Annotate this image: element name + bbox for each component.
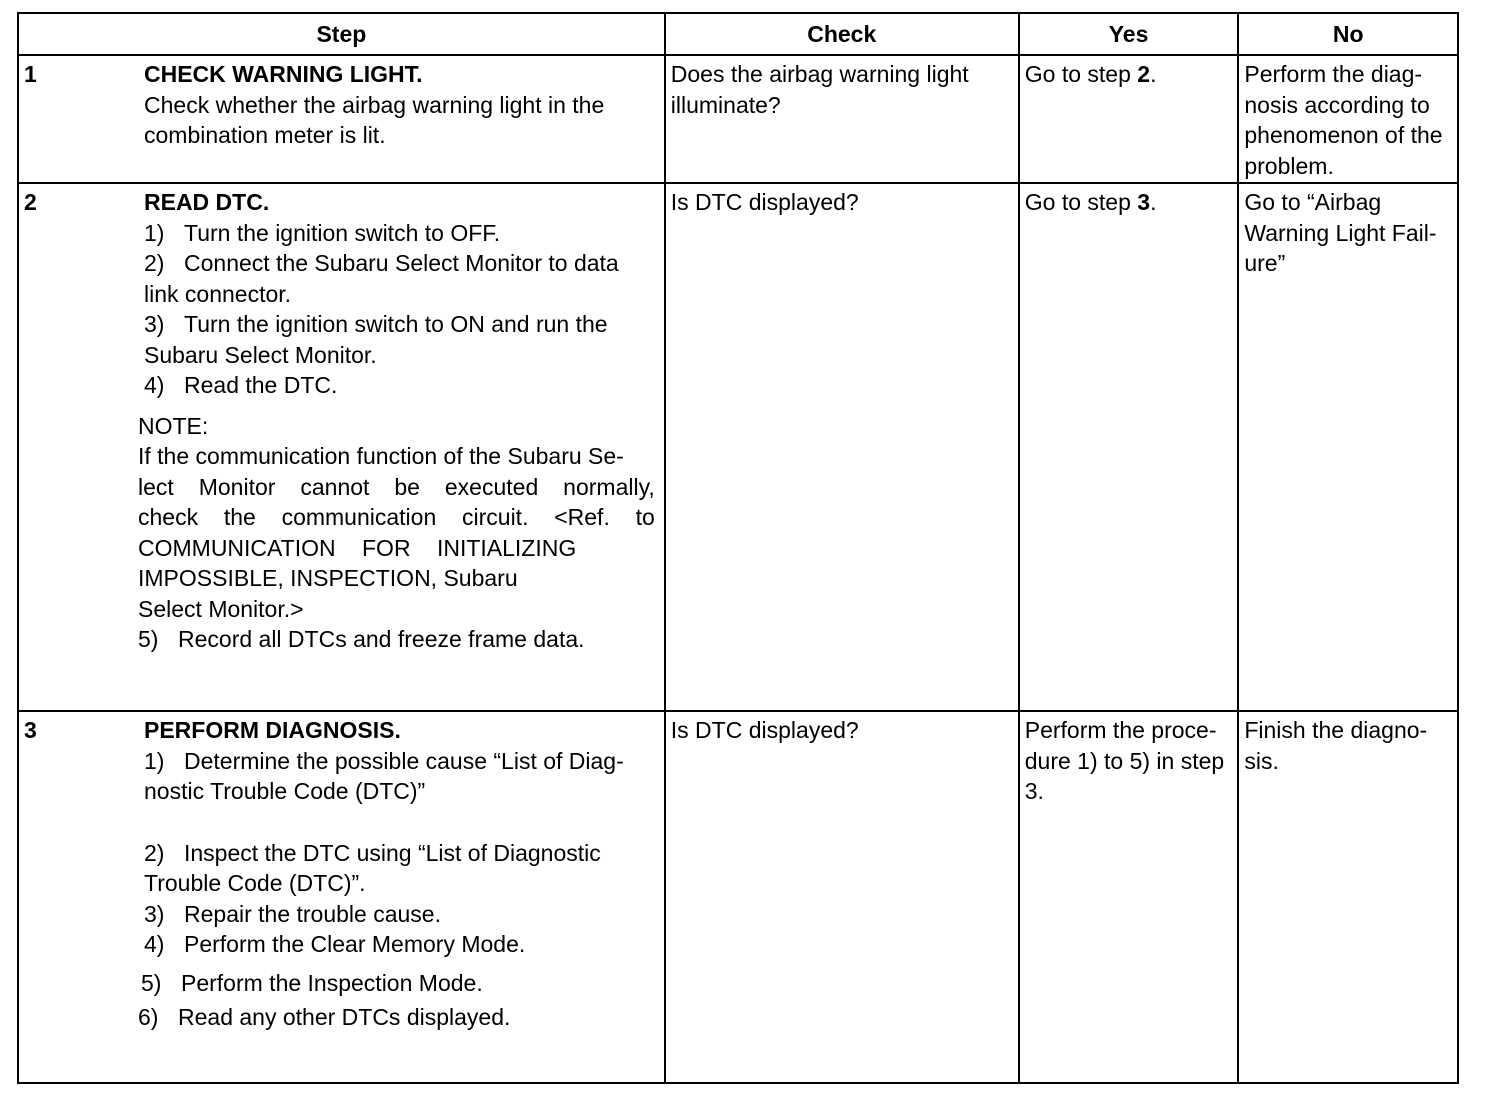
item-number: 6) xyxy=(138,1004,159,1030)
step-reference: 2 xyxy=(1137,61,1151,87)
item-number: 2) xyxy=(144,250,165,276)
note-label: NOTE: xyxy=(138,412,209,439)
table-header-row xyxy=(18,13,1458,55)
item-text: Connect the Subaru Select Monitor to data link connector. xyxy=(144,250,619,307)
procedure-item xyxy=(144,838,655,899)
header-yes: Yes xyxy=(1019,13,1239,55)
procedure-item xyxy=(144,248,655,309)
header-check: Check xyxy=(665,13,1019,55)
procedure-item xyxy=(144,899,655,930)
procedure-item xyxy=(138,1002,655,1033)
note-line: If the communication function of the Subaru Se- xyxy=(138,443,624,469)
item-number: 5) xyxy=(141,969,162,996)
no-cell: Go to “Airbag Warning Light Fail-ure” xyxy=(1238,183,1458,711)
procedure-item xyxy=(141,968,655,999)
table-row xyxy=(18,183,1458,711)
item-text: Read the DTC. xyxy=(184,372,338,398)
step-number: 2 xyxy=(24,189,37,215)
procedure-item xyxy=(144,370,655,401)
step-cell xyxy=(18,55,665,183)
step-title: PERFORM DIAGNOSIS. xyxy=(144,717,401,743)
item-text: Perform the Inspection Mode. xyxy=(181,969,483,996)
step-number: 3 xyxy=(24,717,37,743)
no-cell: Perform the diag-nosis according to phenomenon of the problem. xyxy=(1238,55,1458,183)
item-number: 3) xyxy=(144,900,165,927)
check-cell: Is DTC displayed? xyxy=(665,711,1019,1083)
item-text: Inspect the DTC using “List of Diagnostic Trouble Code (DTC)”. xyxy=(144,839,601,896)
procedure-item xyxy=(144,746,655,807)
note-line: COMMUNICATION FOR INITIALIZING xyxy=(138,534,577,561)
procedure-item xyxy=(144,929,655,960)
item-text: Turn the ignition switch to ON and run the Subaru Select Monitor. xyxy=(144,311,608,368)
procedure-item xyxy=(144,309,655,370)
yes-text: Go to step xyxy=(1024,61,1138,87)
item-number: 1) xyxy=(144,219,165,246)
note-line: Select Monitor.> xyxy=(138,595,304,622)
diagnostic-table-page xyxy=(17,12,1459,1082)
item-text: Perform the Clear Memory Mode. xyxy=(184,931,526,957)
check-cell: Does the airbag warning light illuminate? xyxy=(665,55,1019,183)
check-cell: Is DTC displayed? xyxy=(665,183,1019,711)
yes-cell xyxy=(1019,55,1239,183)
item-number: 2) xyxy=(144,839,165,866)
table-row xyxy=(18,55,1458,183)
note-block xyxy=(138,411,655,625)
item-number: 4) xyxy=(144,372,165,398)
procedure-item xyxy=(144,218,655,249)
step-reference: 3 xyxy=(1137,189,1151,215)
item-number: 3) xyxy=(144,311,165,337)
yes-suffix: . xyxy=(1150,61,1157,87)
yes-cell: Perform the proce-dure 1) to 5) in step 3. xyxy=(1019,711,1239,1083)
step-cell xyxy=(18,183,665,711)
item-number: 1) xyxy=(144,747,165,774)
step-title: CHECK WARNING LIGHT. xyxy=(144,61,423,87)
header-step: Step xyxy=(18,13,665,55)
item-number: 4) xyxy=(144,931,165,957)
procedure-item xyxy=(138,624,655,655)
diagnostic-table xyxy=(17,12,1459,1084)
item-text: Turn the ignition switch to OFF. xyxy=(184,219,501,246)
item-text: Determine the possible cause “List of Diag-nostic Trouble Code (DTC)” xyxy=(144,747,624,804)
table-row xyxy=(18,711,1458,1083)
item-number: 5) xyxy=(138,626,159,652)
item-text: Record all DTCs and freeze frame data. xyxy=(178,626,585,652)
yes-cell xyxy=(1019,183,1239,711)
step-text-line: Check whether the airbag warning light in the xyxy=(144,91,605,118)
yes-suffix: . xyxy=(1150,189,1157,215)
yes-text: Go to step xyxy=(1024,189,1138,215)
note-line: lect Monitor cannot be executed normally, xyxy=(138,473,655,500)
step-cell xyxy=(18,711,665,1083)
step-title: READ DTC. xyxy=(144,189,270,215)
note-line: check the communication circuit. <Ref. to xyxy=(138,504,655,530)
note-line: IMPOSSIBLE, INSPECTION, Subaru xyxy=(138,565,518,591)
step-number: 1 xyxy=(24,61,37,87)
step-text-line: combination meter is lit. xyxy=(144,122,386,148)
item-text: Repair the trouble cause. xyxy=(184,900,441,927)
item-text: Read any other DTCs displayed. xyxy=(178,1004,511,1030)
header-no: No xyxy=(1238,13,1458,55)
no-cell: Finish the diagno-sis. xyxy=(1238,711,1458,1083)
